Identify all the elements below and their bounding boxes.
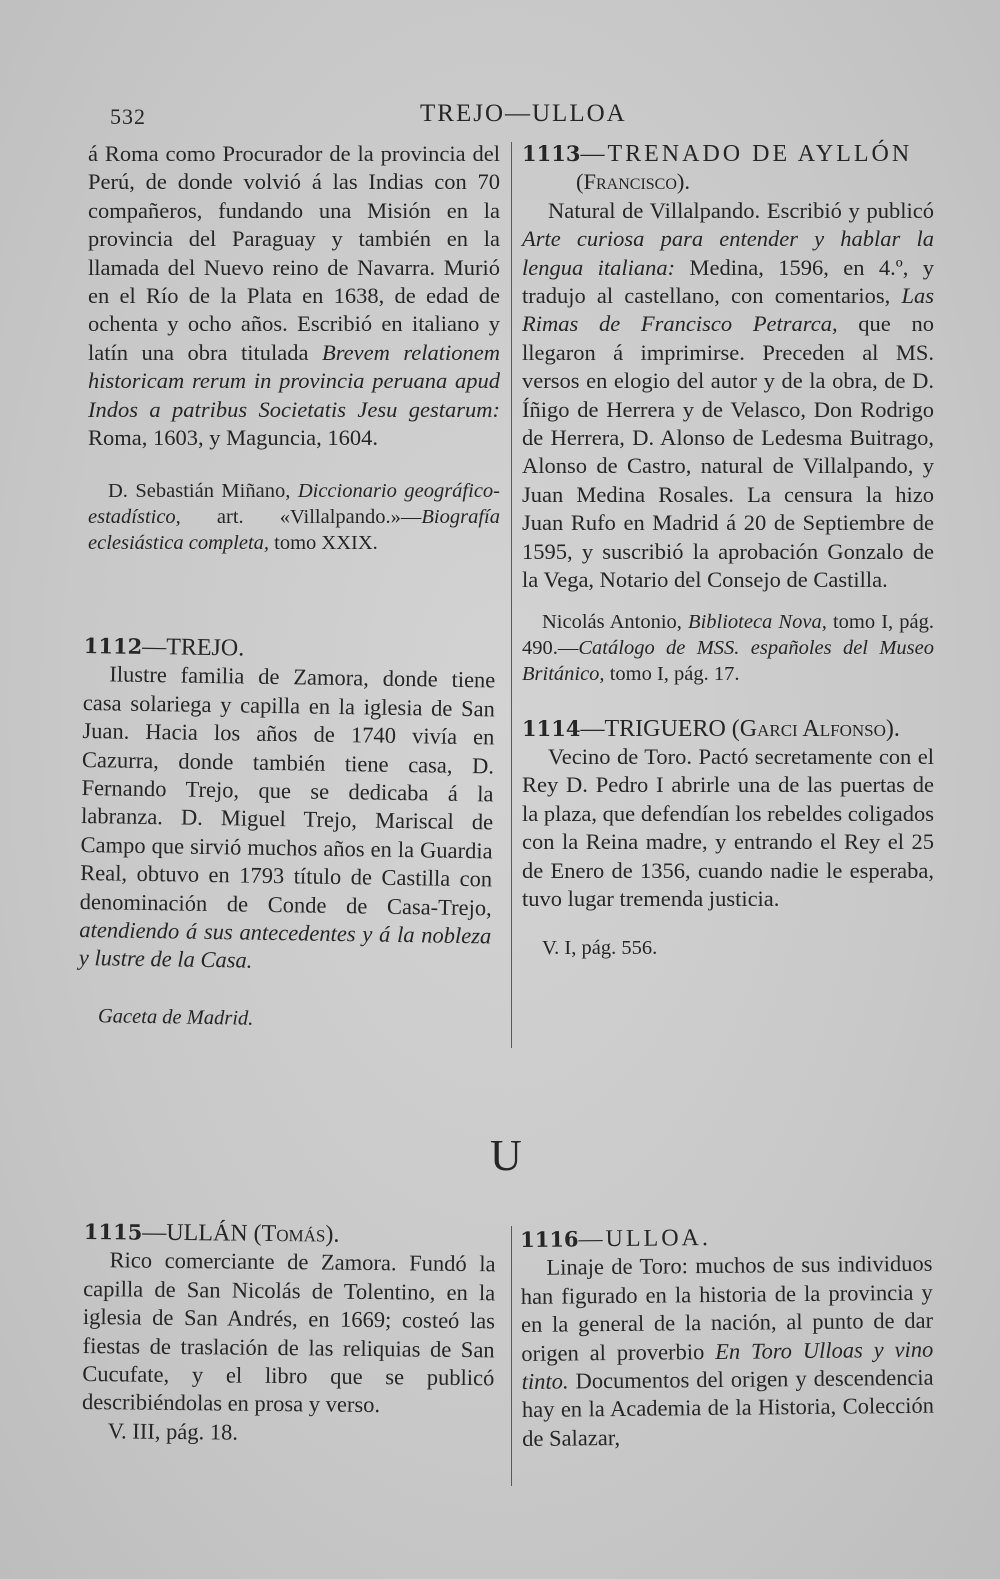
entry-body: Linaje de Toro: muchos de sus individuos han figurado en la historia de la provincia y en la general de la nación, al punto de dar origen al proverbio En Toro Ulloas y vino tinto. Documentos del origen y descendencia hay en la Academia de la Historia, Colección de Salazar, [520,1251,935,1451]
spacer [522,687,934,715]
entry-heading [84,1218,496,1251]
running-title: TREJO—ULLOA [420,100,627,127]
entry-heading [520,1222,932,1255]
entry-1116 [520,1222,934,1454]
entry-given-name: (Garci Alfonso). [731,715,900,742]
entry-1112 [78,632,496,1035]
entry-name: —TRIGUERO [580,715,726,742]
entry-name: —ULLÁN [142,1219,248,1247]
page-header [0,100,1000,134]
entry-1114-body: Vecino de Toro. Pactó secretamente con el Rey D. Pedro I abrirle una de las puertas de la plaza, que defendían los rebeldes coligados con la Reina madre, y entrando el Rey el 25 de Enero de 1356, cuando nadie le esperaba, tuvo lugar tremenda justicia. [522,743,934,911]
entry-given-name: (Francisco). [576,169,691,195]
entry-number: 1115 [83,1219,143,1245]
entry-1113-body: Natural de Villalpando. Escribió y publicó Arte curiosa para entender y hablar la lengua italiana: Medina, 1596, en 4.º, y tradujo al castellano, con comentarios, Las Rimas de Francisco Petrarca, que no llegaron á imprimirse. Preceden al MS. versos en elogio del autor y de la obra, de D. Íñigo de Herrera y de Velasco, Don Rodrigo de Herrera, D. Alonso de Ledesma Buitrago, Alonso de Castro, natural de Villalpando, y Juan Medina Rosales. La censura la hizo Juan Rufo en Madrid á 20 de Septiembre de 1595, y suscribió la aprobación Gonzalo de la Vega, Notario del Consejo de Castilla. [522,197,934,593]
section-letter: U [490,1131,522,1180]
right-column-top [522,140,934,961]
entry-body: Rico comerciante de Zamora. Fundó la capilla de San Nicolás de Tolentino, en la iglesia de San Andrés, en 1669; costeó las fiestas de traslación de las reliquias de San Cucufate, y el libro que se publicó describiéndolas en prosa y verso. [81,1247,496,1418]
entry-given-name: (Tomás). [253,1220,340,1248]
entry-body: Ilustre familia de Zamora, donde tiene casa solariega y capilla en la iglesia de San Juan. Hacia los años de 1740 vivía en Cazurra, donde también tiene casa, D. Fernando Trejo, que se dedicaba á la labranza. D. Miguel Trejo, Mariscal de Campo que sirvió muchos años en la Guardia Real, obtuvo en 1793 título de Castilla con denominación de Conde de Casa-Trejo, atendiendo á sus antecedentes y á la nobleza y lustre de la Casa. [78,661,496,974]
entry-number: 1116 [520,1226,579,1252]
work-title: Brevem relationem historicam rerum in provincia peruana apud Indos a patribus Societatis Jesu gestarum: [88,339,500,422]
entry-source: V. III, pág. 18. [107,1418,239,1445]
entry-1114-source: V. I, pág. 556. [542,937,658,960]
continuation-intro: á Roma como Procurador de la provincia del Perú, de donde volvió á las Indias con 70 compañeros, fundando una Misión en la provincia del Paraguay y también en la llamada del Nuevo reino de Navarra. Murió en el Río de la Plata en 1638, de edad de ochenta y ocho años. Escribió en italiano y latín una obra titulada [88,141,500,365]
continuation-source: D. Sebastián Miñano, Diccionario geográfico-estadístico, art. «Villalpando.»—Biografía eclesiástica completa, tomo XXIX. [88,480,500,555]
left-column-continuation [88,140,500,556]
entry-name: —ULLOA. [578,1225,712,1253]
page-number: 532 [110,104,146,129]
entry-number: 1114 [522,715,581,741]
entry-name: —TREJO. [142,633,245,662]
column-divider-bottom [511,1226,512,1486]
entry-number: 1113 [522,141,581,166]
work-imprint: Roma, 1603, y Maguncia, 1604. [88,425,378,451]
entry-source: Gaceta de Madrid. [97,1005,254,1030]
entry-1113-source: Nicolás Antonio, Biblioteca Nova, tomo I, pág. 490.—Catálogo de MSS. españoles del Museo Británico, tomo I, pág. 17. [522,610,934,685]
column-divider-top [511,142,512,1048]
continuation-text [88,140,500,452]
entry-number: 1112 [83,632,143,659]
entry-1114-heading [522,715,934,743]
entry-1113-heading [522,140,934,168]
entry-1115 [82,1218,496,1450]
entry-name: —TRENADO DE AYLLÓN [580,141,913,167]
